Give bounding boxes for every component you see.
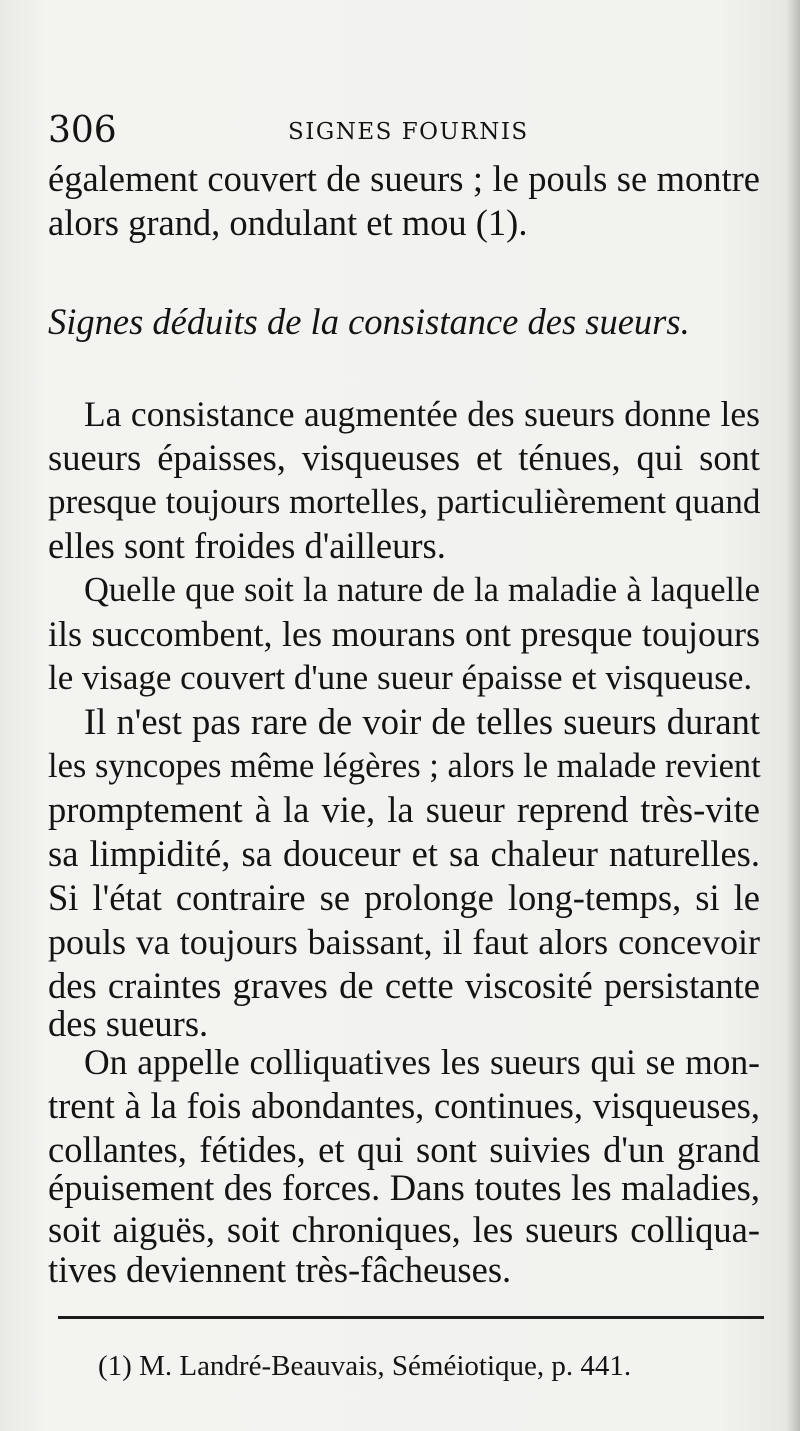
text-line: des craintes graves de cette viscosité persistante [48,965,760,1006]
text-line: le visage couvert d'une sueur épaisse et visqueuse. [48,658,753,697]
text-line: collantes, fétides, et qui sont suivies d'un grand [48,1129,760,1170]
text-line: soit aiguës, soit chroniques, les sueurs colliqua- [48,1209,760,1250]
text-line: pouls va toujours baissant, il faut alors concevoir [48,922,760,962]
section-heading: Signes déduits de la consistance des sueurs. [48,301,690,342]
text-line: épuisement des forces. Dans toutes les maladies, [48,1167,760,1208]
text-line: sa limpidité, sa douceur et sa chaleur naturelles. [48,833,760,874]
text-line: On appelle colliquatives les sueurs qui se mon- [84,1042,760,1082]
text-line: trent à la fois abondantes, continues, visqueuses, [48,1085,760,1126]
text-line: Il n'est pas rare de voir de telles sueurs durant [84,701,760,742]
text-line: Si l'état contraire se prolonge long-temps, si le [48,877,760,918]
page-header [48,108,760,154]
text-line: ils succombent, les mourans ont presque toujours [48,614,760,654]
text-line: également couvert de sueurs ; le pouls se montre [48,158,760,199]
footnote-rule [58,1316,764,1319]
text-line: La consistance augmentée des sueurs donne les [84,394,760,434]
footnote: (1) M. Landré-Beauvais, Séméiotique, p. 441. [98,1350,632,1382]
text-line: elles sont froides d'ailleurs. [48,525,446,566]
text-line: sueurs épaisses, visqueuses et ténues, qui sont [48,437,760,478]
page-number: 306 [48,110,117,151]
text-line: des sueurs. [48,1003,209,1044]
text-line: alors grand, ondulant et mou (1). [48,202,528,243]
text-line: les syncopes même légères ; alors le malade revient [48,747,761,785]
running-head: SIGNES FOURNIS [288,119,529,145]
page-edge-shadow [786,0,800,1431]
text-line: promptement à la vie, la sueur reprend très-vite [48,789,760,830]
text-line: tives deviennent très-fâcheuses. [48,1249,512,1290]
text-line: presque toujours mortelles, particulièrement quand [48,482,761,521]
text-line: Quelle que soit la nature de la maladie à laquelle [84,571,760,609]
